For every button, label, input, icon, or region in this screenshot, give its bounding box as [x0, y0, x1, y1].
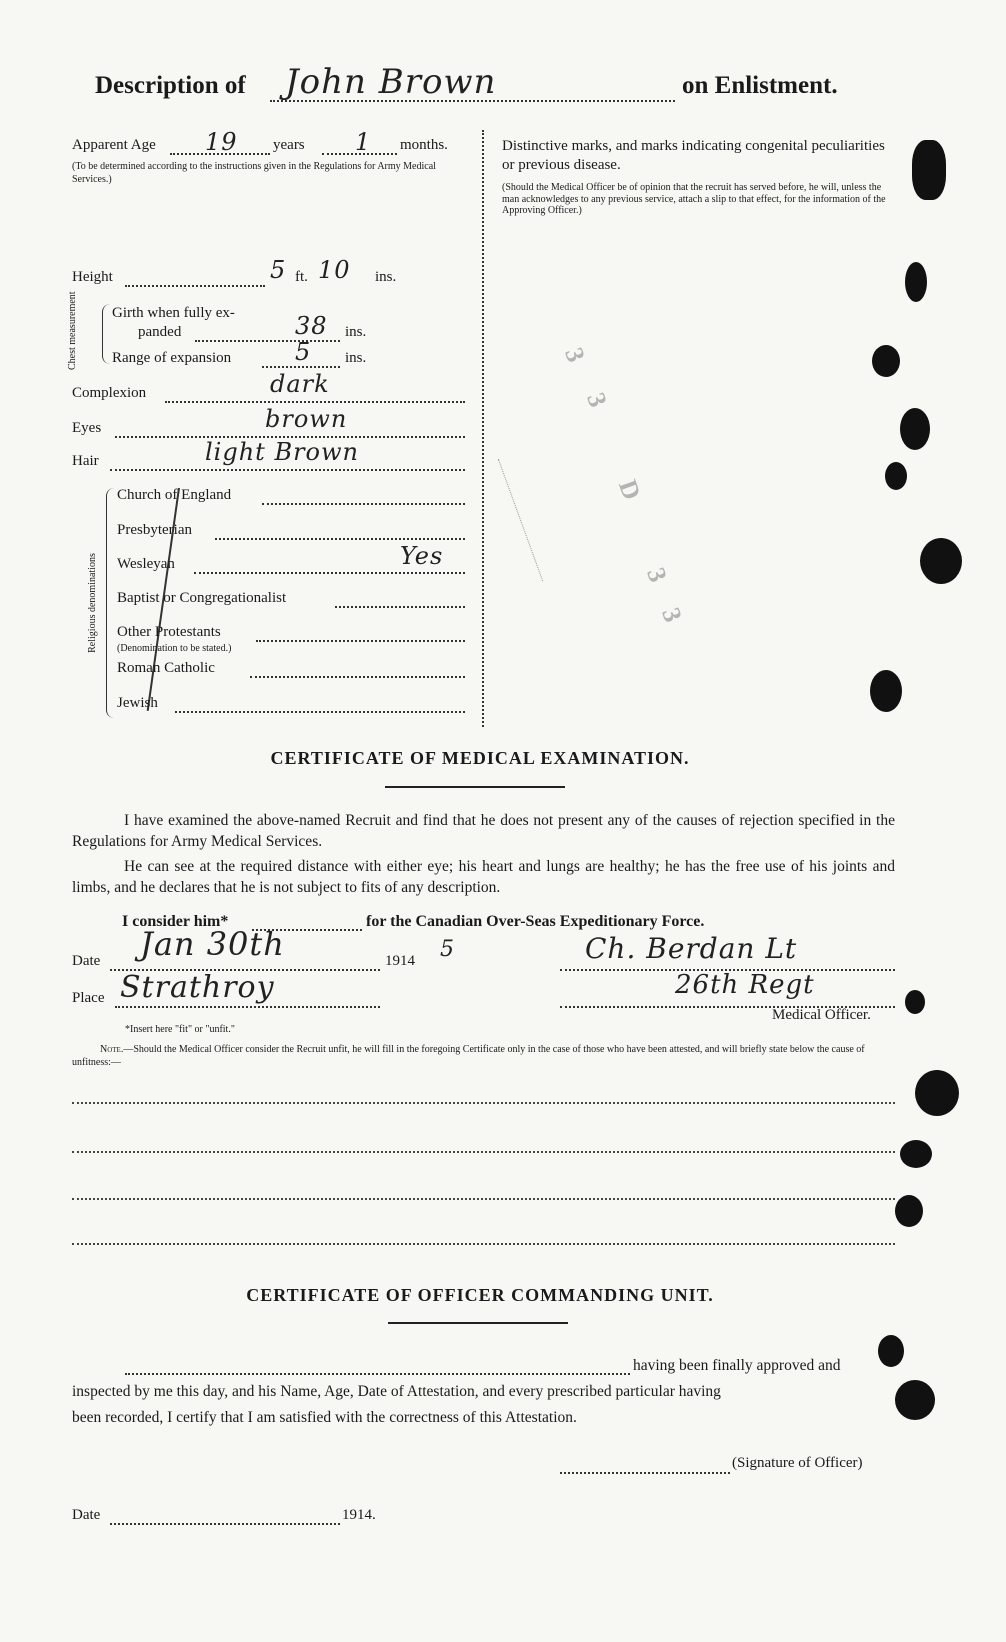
- height-ins-label: ins.: [375, 269, 397, 285]
- stamp-mark-4: 3: [641, 563, 673, 586]
- chest-brace: [102, 304, 111, 364]
- medical-para-2: He can see at the required distance with either eye; his heart and lungs are healthy; he has the free use of his joints and limbs, and he declares that he is not subject to fits of any description.: [72, 858, 895, 896]
- religion-church-line: [262, 503, 465, 505]
- medical-para-1: I have examined the above-named Recruit and find that he does not present any of the causes of rejection specified in the Regulations for Army Medical Services.: [72, 812, 895, 850]
- punch-hole-13: [905, 990, 925, 1014]
- stamp-mark-3: D: [613, 476, 647, 504]
- age-months-value: 1: [355, 128, 372, 156]
- commanding-signature-line: [560, 1472, 730, 1474]
- medical-note-text: —Should the Medical Officer consider the Recruit unfit, he will fill in the foregoing Certificate only in the case of those who have been attested, and will briefly state below the cause of unfitness:—: [72, 1044, 865, 1068]
- range-line: [262, 366, 340, 368]
- religion-wesleyan-value: Yes: [400, 542, 444, 570]
- unfitness-line-4: [72, 1243, 895, 1245]
- age-years-label: years: [273, 137, 305, 153]
- girth-value: 38: [295, 312, 328, 340]
- punch-hole-1: [912, 140, 946, 200]
- insert-note: *Insert here "fit" or "unfit.": [125, 1024, 235, 1035]
- medical-note-label: Note.: [100, 1044, 124, 1055]
- medical-date-label: Date: [72, 953, 101, 969]
- complexion-label: Complexion: [72, 385, 147, 401]
- religion-other-line: [256, 640, 465, 642]
- girth-label-2: panded: [138, 324, 182, 340]
- commanding-line-2: inspected by me this day, and his Name, Age, Date of Attestation, and every prescribed particular having: [72, 1383, 721, 1400]
- punch-hole-12: [895, 1380, 935, 1420]
- range-value: 5: [295, 338, 312, 366]
- religion-other: Other Protestants: [117, 624, 221, 640]
- religion-church: Church of England: [117, 487, 232, 503]
- hair-value: light Brown: [205, 438, 360, 466]
- medical-year: 1914: [385, 953, 415, 969]
- hair-label: Hair: [72, 453, 99, 469]
- range-unit: ins.: [345, 350, 367, 366]
- medical-date-value: Jan 30th: [140, 925, 285, 963]
- marks-note: (Should the Medical Officer be of opinion that the recruit has served before, he will, unless the man acknowledges to any previous service, attach a slip to that effect, for the information of the Approving Officer.): [502, 182, 886, 216]
- height-label: Height: [72, 269, 113, 285]
- age-note: (To be determined according to the instructions given in the Regulations for Army Medical Services.): [72, 161, 436, 185]
- medical-note: [72, 1043, 895, 1069]
- column-divider: [482, 130, 484, 727]
- commanding-year: 1914.: [342, 1507, 376, 1523]
- recruit-name: John Brown: [285, 62, 497, 102]
- stamp-mark-1: 3: [559, 343, 591, 366]
- marks-title: Distinctive marks, and marks indicating congenital peculiarities or previous disease.: [502, 138, 885, 173]
- punch-hole-4: [900, 408, 930, 450]
- commanding-name-line: [125, 1373, 630, 1375]
- commanding-line-3: been recorded, I certify that I am satisfied with the correctness of this Attestation.: [72, 1409, 577, 1426]
- commanding-date-label: Date: [72, 1507, 101, 1523]
- religion-presbyterian-line: [215, 538, 465, 540]
- religion-baptist: Baptist or Congregationalist: [117, 590, 287, 606]
- age-months-label: months.: [400, 137, 448, 153]
- unfitness-line-2: [72, 1151, 895, 1153]
- height-feet-value: 5: [270, 256, 287, 284]
- eyes-label: Eyes: [72, 420, 102, 436]
- header-suffix: on Enlistment.: [682, 72, 838, 99]
- medical-officer-unit: 26th Regt: [675, 970, 815, 1000]
- commanding-line-1: having been finally approved and: [633, 1357, 841, 1374]
- religion-catholic: Roman Catholic: [117, 660, 215, 676]
- commanding-title: CERTIFICATE OF OFFICER COMMANDING UNIT.: [246, 1285, 714, 1305]
- punch-hole-11: [878, 1335, 904, 1367]
- header-prefix: Description of: [95, 72, 246, 99]
- religion-baptist-line: [335, 606, 465, 608]
- punch-hole-2: [905, 262, 927, 302]
- religion-jewish-line: [175, 711, 465, 713]
- religion-other-note: (Denomination to be stated.): [117, 643, 232, 654]
- commanding-signature-label: (Signature of Officer): [732, 1455, 863, 1471]
- stamp-trace: [498, 459, 543, 582]
- medical-title-rule: [385, 786, 565, 788]
- stamp-mark-2: 3: [581, 388, 613, 411]
- commanding-title-rule: [388, 1322, 568, 1324]
- complexion-line: [165, 401, 465, 403]
- punch-hole-3: [872, 345, 900, 377]
- girth-line: [195, 340, 340, 342]
- medical-officer-signature: Ch. Berdan Lt: [585, 932, 798, 965]
- punch-hole-8: [915, 1070, 959, 1116]
- girth-unit: ins.: [345, 324, 367, 340]
- girth-label-1: Girth when fully ex-: [112, 305, 235, 321]
- medical-year-overwrite: 5: [440, 937, 455, 962]
- religion-wesleyan-line: [194, 572, 465, 574]
- height-inches-value: 10: [318, 256, 351, 284]
- range-label: Range of expansion: [112, 350, 232, 366]
- medical-place-label: Place: [72, 990, 105, 1006]
- hair-line: [110, 469, 465, 471]
- medical-title: CERTIFICATE OF MEDICAL EXAMINATION.: [270, 748, 690, 768]
- unfitness-line-3: [72, 1198, 895, 1200]
- age-label: Apparent Age: [72, 137, 156, 153]
- religion-brace: [106, 488, 115, 718]
- stamp-mark-5: 3: [656, 603, 688, 626]
- consider-suffix: for the Canadian Over-Seas Expeditionary Force.: [366, 913, 705, 930]
- punch-hole-10: [895, 1195, 923, 1227]
- punch-hole-5: [885, 462, 907, 490]
- medical-place-line: [115, 1006, 380, 1008]
- eyes-value: brown: [265, 405, 348, 433]
- medical-officer-label: Medical Officer.: [772, 1007, 871, 1023]
- consider-prefix: I consider him*: [122, 913, 229, 930]
- height-ft-label: ft.: [295, 269, 308, 285]
- name-line: [270, 100, 675, 102]
- punch-hole-7: [870, 670, 902, 712]
- punch-hole-6: [920, 538, 962, 584]
- religion-catholic-line: [250, 676, 465, 678]
- height-line: [125, 285, 265, 287]
- commanding-date-line: [110, 1523, 340, 1525]
- complexion-value: dark: [270, 370, 330, 398]
- religion-jewish: Jewish: [117, 695, 158, 711]
- medical-place-value: Strathroy: [120, 970, 275, 1005]
- chest-side-label: Chest measurement: [67, 291, 78, 370]
- unfitness-line-1: [72, 1102, 895, 1104]
- punch-hole-9: [900, 1140, 932, 1168]
- religion-side-label: Religious denominations: [87, 553, 98, 653]
- religion-presbyterian: Presbyterian: [117, 522, 192, 538]
- religion-wesleyan: Wesleyan: [117, 556, 175, 572]
- age-years-value: 19: [205, 128, 238, 156]
